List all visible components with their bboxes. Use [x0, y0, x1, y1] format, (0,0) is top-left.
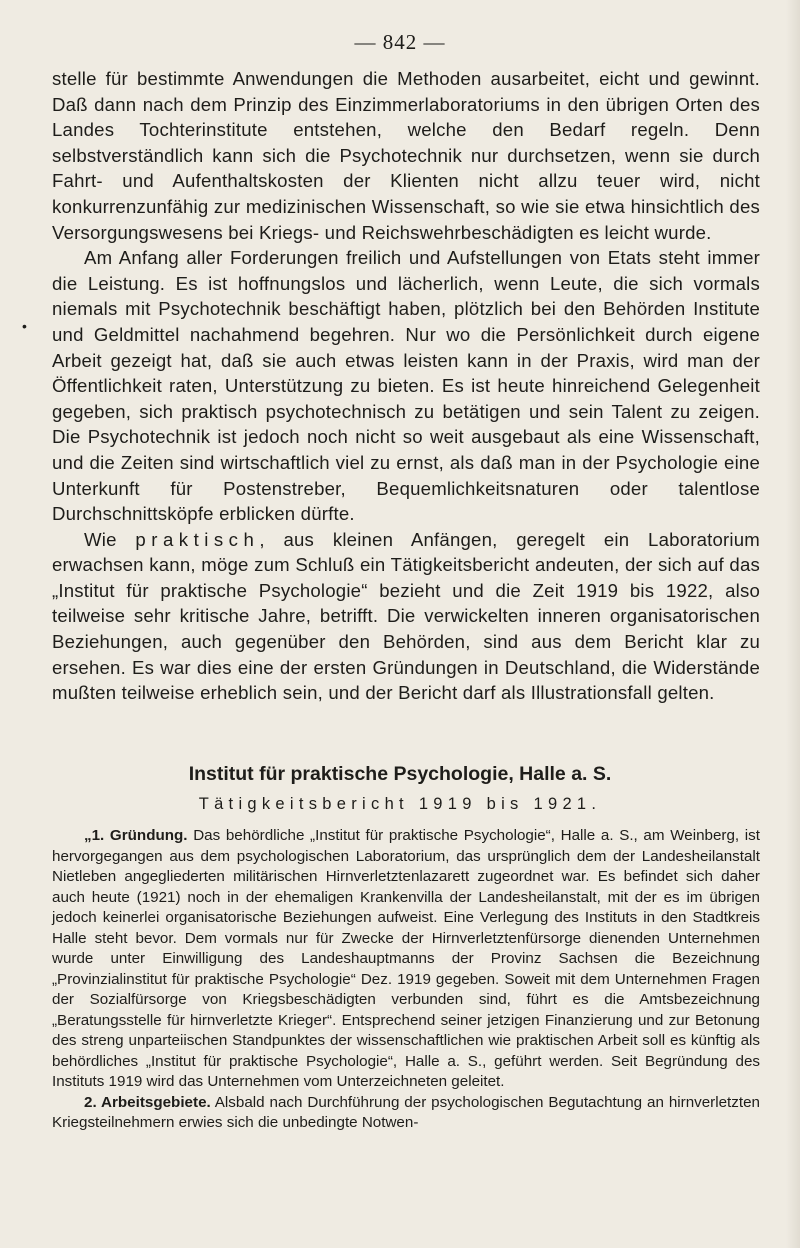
page-number: — 842 —	[354, 30, 446, 54]
section-subheading: Tätigkeitsbericht 1919 bis 1921.	[198, 795, 602, 813]
report-item-1-title: „1. Gründung.	[84, 827, 188, 844]
report-item-1-text: Das behördliche „Institut für praktische Psychologie“, Halle a. S., am Weinberg, ist hervorgegangen aus dem psychologischen Laboratorium, das ursprünglich dem der Landesheilanstalt Nietleben angegliederten militärischen Hirnverletztenlazarett zugeordnet war. Es befindet sich daher auch heute (1921) noch in der ehemaligen Krankenvilla der Landesheilanstalt, mit der es im übrigen jedoch keinerlei organisatorische Beziehungen aufweist. Eine Verlegung des Instituts in den Stadtkreis Halle steht bevor. Dem vormals nur für Zwecke der Hirnverletztenfürsorge dienenden Unternehmen wurde unter Einwilligung des Landeshauptmanns der Provinz Sachsen die Bezeichnung „Provinzialinstitut für praktische Psychologie“ Dez. 1919 gegeben. Soweit mit dem Unternehmen Fragen der Sozialfürsorge von Kriegsbeschädigten verbunden sind, führt es die Amtsbezeichnung „Beratungsstelle für hirnverletzte Krieger“. Entsprechend seiner jetzigen Finanzierung und zur Betonung des streng unparteiischen Standpunktes der wissenschaftlichen wie praktischen Arbeit soll es künftig als behördliches „Institut für praktische Psychologie“, Halle a. S., geführt werden. Seit Begründung des Instituts 1919 wird das Unternehmen vom Unterzeichneten geleitet.	[52, 827, 760, 1090]
paragraph-2: Am Anfang aller Forderungen freilich und Aufstellungen von Etats steht immer die Leistung. Es ist hoffnungslos und lächerlich, wenn Leute, die sich vormals niemals mit Psychotechnik beschäftigt haben, plötzlich bei den Behörden Institute und Geldmittel nachahmend begehren. Nur wo die Persönlichkeit durch eigene Arbeit gezeigt hat, daß sie auch etwas leisten kann in der Praxis, wird man der Öffentlichkeit raten, Unterstützung zu bieten. Es ist heute hinreichend Gelegenheit gegeben, sich praktisch psychotechnisch zu betätigen und sein Talent zu zeigen. Die Psychotechnik ist jedoch noch nicht so weit ausgebaut als eine Wissenschaft, und die Zeiten sind wirtschaftlich viel zu ernst, als daß man in der Psychologie eine Unterkunft für Postenstreber, Bequemlichkeitsnaturen oder talentlose Durchschnittsköpfe erblicken dürfte.	[52, 247, 760, 525]
report-item-2-title: 2. Arbeitsgebiete.	[84, 1093, 211, 1111]
paragraph-3-rest: , aus kleinen Anfängen, geregelt ein Laboratorium erwachsen kann, möge zum Schluß ein Tätigkeitsbericht andeuten, der sich auf das „Institut für praktische Psychologie“ bezieht und die Zeit 1919 bis 1922, also teilweise sehr kritische Jahre, betrifft. Die verwickelten inneren organisatorischen Beziehungen, auch gegenüber den Behörden, sind aus dem Bericht klar zu ersehen. Es war dies eine der ersten Gründungen in Deutschland, die Widerstände mußten teilweise erheblich sein, und der Bericht darf als Illustrationsfall gelten.	[52, 528, 760, 704]
paragraph-1: stelle für bestimmte Anwendungen die Methoden ausarbeitet, eicht und gewinnt. Daß dann nach dem Prinzip des Einzimmerlaboratoriums in den übrigen Orten des Landes Tochterinstitute entstehen, welche den Bedarf regeln. Denn selbstverständlich kann sich die Psychotechnik nur durchsetzen, wenn sie durch Fahrt- und Aufenthaltskosten der Klienten nicht allzu teuer wird, nicht konkurrenzunfähig zur medizinischen Wissenschaft, so wie sie etwa hinsichtlich des Versorgungswesens bei Kriegs- und Reichswehrbeschädigten es leicht wurde.	[52, 68, 760, 243]
report-item-1	[52, 826, 760, 1093]
margin-dot-mark: •	[22, 318, 27, 334]
section-heading: Institut für praktische Psychologie, Halle a. S.	[188, 763, 612, 785]
report-item-2	[52, 1093, 760, 1134]
paragraph-3	[52, 527, 760, 706]
report-item-2-text: Alsbald nach Durchführung der psychologischen Begutachtung an hirnverletzten Kriegsteilnehmern erwies sich die unbedingte Notwen-	[52, 1093, 760, 1131]
report-text	[52, 826, 760, 1134]
emphasized-word-praktisch: praktisch	[135, 528, 260, 550]
paragraph-3-start: Wie	[84, 528, 136, 550]
main-body-text	[52, 66, 760, 706]
page-edge-shadow	[786, 0, 800, 1248]
